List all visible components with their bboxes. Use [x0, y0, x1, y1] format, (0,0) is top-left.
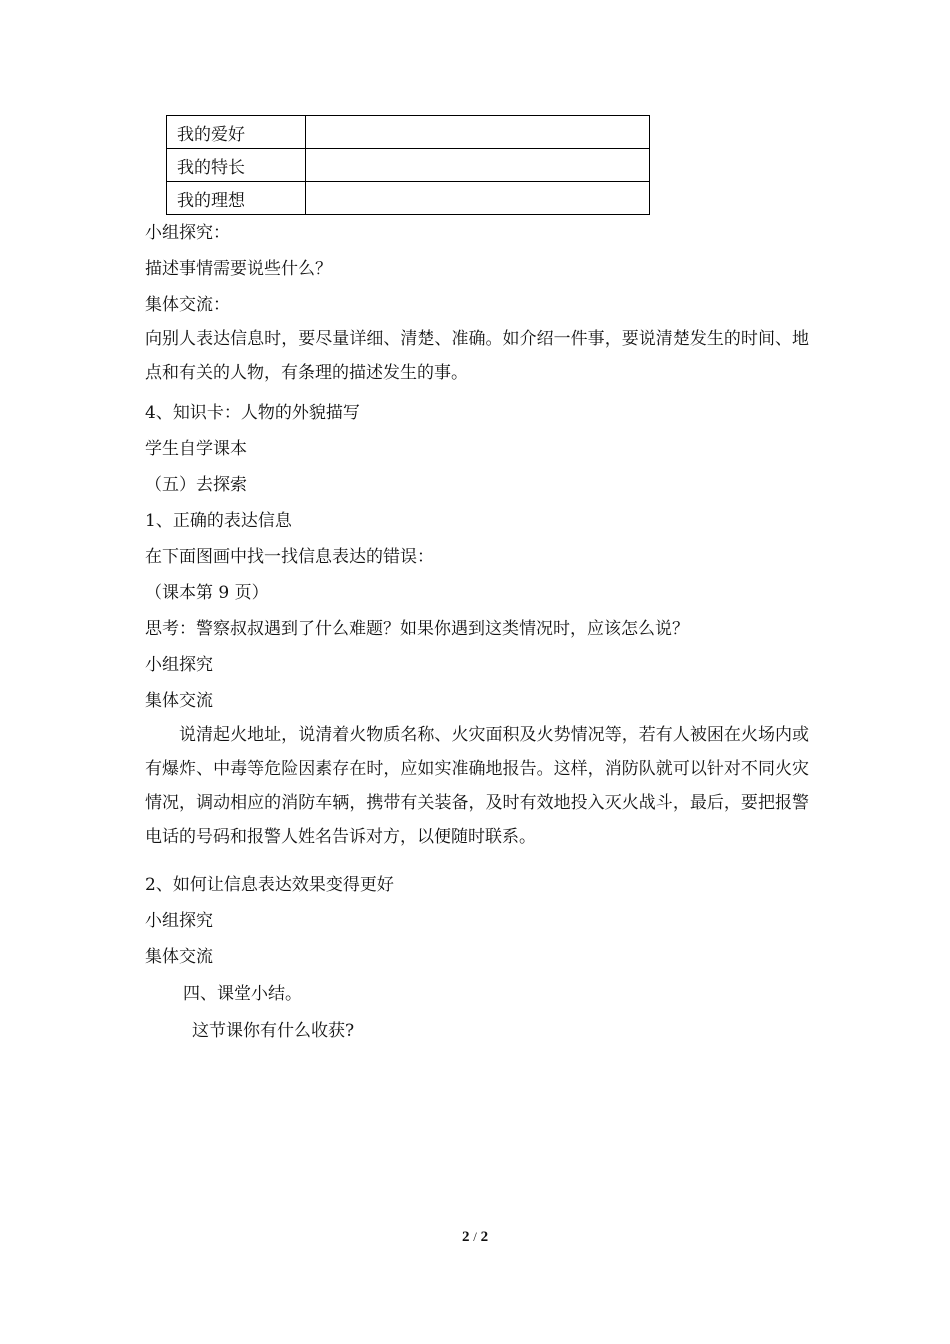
paragraph-fire-report: 说清起火地址，说清着火物质名称、火灾面积及火势情况等，若有人被困在火场内或有爆炸、中毒等危险因素存在时，应如实准确地报告。这样，消防队就可以针对不同火灾情况，调动相应的消防车辆，携带有关装备，及时有效地投入灭火战斗，最后，要把报警电话的号码和报警人姓名告诉对方，以便随时联系。 [145, 725, 809, 847]
table-cell-label: 我的爱好 [167, 116, 306, 149]
textbook-reference: （课本第 9 页） [145, 583, 269, 603]
summary-heading: 四、课堂小结。 [183, 984, 302, 1004]
collective-exchange-heading: 集体交流： [145, 295, 230, 315]
table-row [167, 149, 650, 182]
think-question: 思考：警察叔叔遇到了什么难题？如果你遇到这类情况时，应该怎么说？ [145, 619, 689, 639]
page-separator: / [473, 1229, 477, 1244]
table-cell-value [306, 116, 650, 149]
section-heading: （五）去探索 [145, 475, 247, 495]
table-cell-label: 我的特长 [167, 149, 306, 182]
knowledge-card-heading: 4、知识卡：人物的外貌描写 [145, 403, 360, 423]
paragraph-expression: 向别人表达信息时，要尽量详细、清楚、准确。如介绍一件事，要说清楚发生的时间、地点和有关的人物，有条理的描述发生的事。 [145, 329, 809, 383]
self-study-text: 学生自学课本 [145, 439, 247, 459]
group-explore-heading: 小组探究 [145, 655, 213, 675]
page-number [0, 1229, 950, 1246]
page-total: 2 [480, 1229, 489, 1245]
page-current: 2 [461, 1229, 470, 1245]
summary-question: 这节课你有什么收获? [192, 1021, 355, 1041]
table-cell-label: 我的理想 [167, 182, 306, 215]
collective-exchange-heading: 集体交流 [145, 947, 213, 967]
personal-info-table [166, 115, 650, 215]
collective-exchange-heading: 集体交流 [145, 691, 213, 711]
table-cell-value [306, 149, 650, 182]
table-cell-value [306, 182, 650, 215]
table-row [167, 182, 650, 215]
instruction-text: 在下面图画中找一找信息表达的错误： [145, 547, 434, 567]
table-row [167, 116, 650, 149]
question-text: 描述事情需要说些什么？ [145, 259, 332, 279]
item-heading: 2、如何让信息表达效果变得更好 [145, 875, 394, 895]
group-explore-heading: 小组探究： [145, 223, 230, 243]
group-explore-heading: 小组探究 [145, 911, 213, 931]
item-heading: 1、正确的表达信息 [145, 511, 292, 531]
